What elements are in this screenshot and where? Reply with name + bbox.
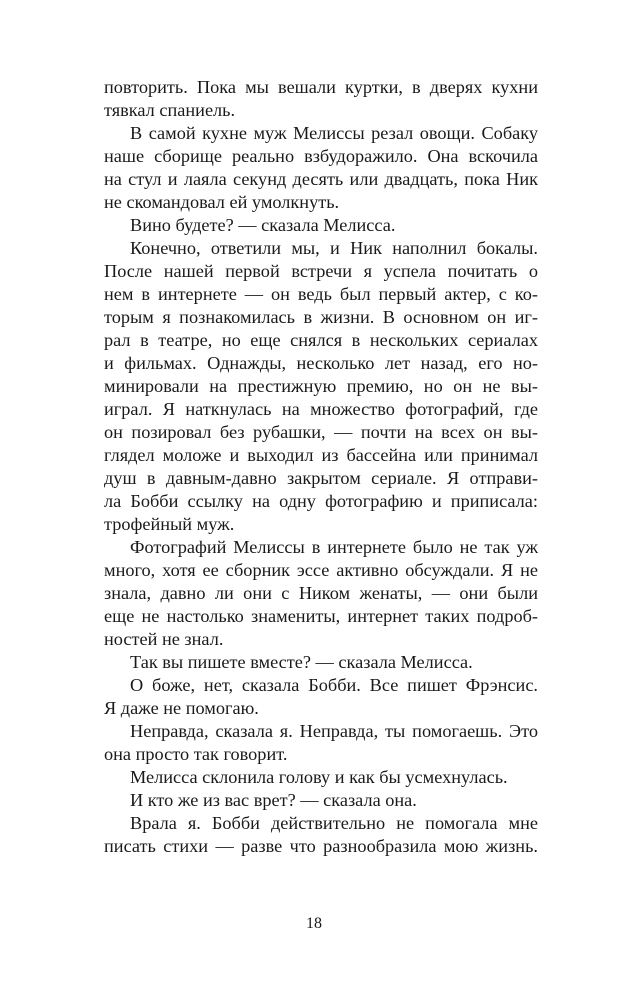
text-line: знала, давно ли они с Ником женаты, — они были: [104, 583, 538, 603]
text-line: торым я познакомилась в жизни. В основном он иг-: [104, 307, 538, 327]
text-line: Вино будете? — сказала Мелисса.: [130, 215, 396, 235]
text-line: О боже, нет, сказала Бобби. Все пишет Фрэнсис.: [130, 675, 538, 695]
text-line: минировали на престижную премию, но он не вы-: [104, 376, 538, 396]
text-line: много, хотя ее сборник эссе активно обсуждали. Я не: [104, 560, 538, 580]
text-line: на стул и лаяла секунд десять или двадцать, пока Ник: [104, 169, 538, 189]
body-text: [104, 76, 538, 858]
text-line: глядел моложе и выходил из бассейна или принимал: [104, 445, 538, 465]
text-line: еще не настолько знамениты, интернет таких подроб-: [104, 606, 538, 626]
text-line: и фильмах. Однажды, несколько лет назад, его но-: [104, 353, 538, 373]
text-line: душ в давным-давно закрытом сериале. Я отправи-: [104, 468, 538, 488]
text-line: Врала я. Бобби действительно не помогала мне: [130, 813, 538, 833]
text-line: писать стихи — разве что разнообразила мою жизнь.: [104, 836, 538, 856]
text-line: ностей не знал.: [104, 629, 224, 649]
page-number: 18: [306, 915, 322, 932]
text-line: После нашей первой встречи я успела почитать о: [104, 261, 538, 281]
text-line: Фотографий Мелиссы в интернете было не так уж: [130, 537, 538, 557]
text-line: играл. Я наткнулась на множество фотографий, где: [104, 399, 538, 419]
text-line: наше сборище реально взбудоражило. Она вскочила: [104, 146, 538, 166]
text-line: Неправда, сказала я. Неправда, ты помогаешь. Это: [130, 721, 538, 741]
text-line: Конечно, ответили мы, и Ник наполнил бокалы.: [130, 238, 538, 258]
text-line: Так вы пишете вместе? — сказала Мелисса.: [130, 652, 473, 672]
text-line: Я даже не помогаю.: [104, 698, 259, 718]
text-line: тявкал спаниель.: [104, 100, 236, 120]
text-line: он позировал без рубашки, — почти на всех он вы-: [104, 422, 538, 442]
text-line: она просто так говорит.: [104, 744, 288, 764]
text-line: ла Бобби ссылку на одну фотографию и приписала:: [104, 491, 538, 511]
text-line: трофейный муж.: [104, 514, 235, 534]
text-line: рал в театре, но еще снялся в нескольких сериалах: [104, 330, 538, 350]
text-line: Мелисса склонила голову и как бы усмехнулась.: [130, 767, 508, 787]
text-line: нем в интернете — он ведь был первый актер, с ко-: [104, 284, 538, 304]
text-line: повторить. Пока мы вешали куртки, в дверях кухни: [104, 77, 538, 97]
text-line: не скомандовал ей умолкнуть.: [104, 192, 340, 212]
text-line: В самой кухне муж Мелиссы резал овощи. Собаку: [130, 123, 538, 143]
text-line: И кто же из вас врет? — сказала она.: [130, 790, 417, 810]
